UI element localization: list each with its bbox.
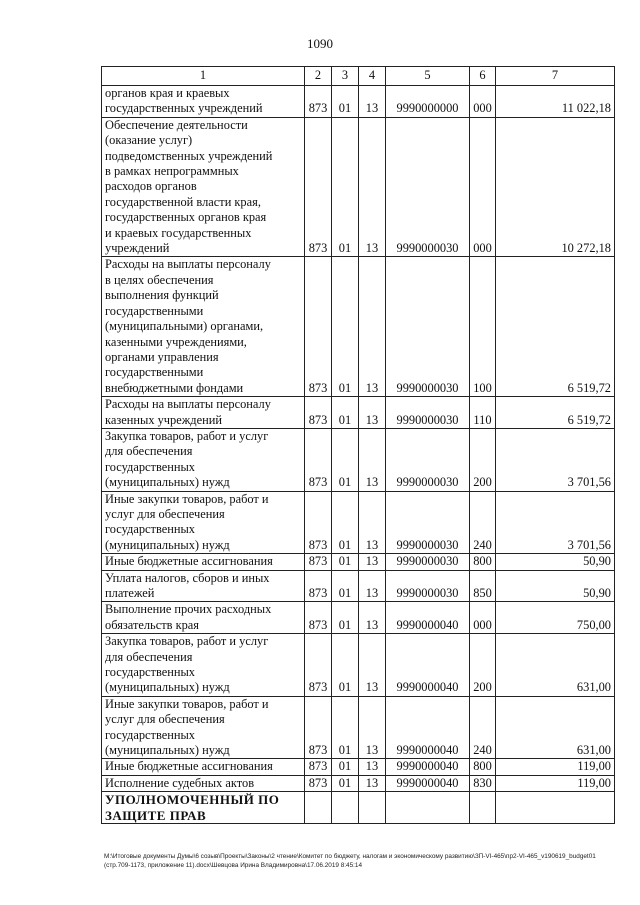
row-section-code: 01 [332,117,359,257]
row-section-code: 01 [332,257,359,397]
table-row [102,257,615,397]
row-section-code: 01 [332,570,359,602]
header-cell: 5 [386,67,470,86]
row-subsection-code: 13 [359,397,386,429]
row-subsection-code: 13 [359,86,386,118]
row-expense-type: 200 [470,634,496,697]
row-amount: 50,90 [496,570,615,602]
table-row [102,491,615,554]
row-target-code: 9990000030 [386,491,470,554]
row-target-code: 9990000030 [386,554,470,570]
row-target-code: 9990000030 [386,428,470,491]
table-row [102,86,615,118]
row-expense-type: 000 [470,86,496,118]
table-row [102,696,615,759]
row-admin-code: 873 [305,397,332,429]
row-section-code: 01 [332,397,359,429]
row-expense-type: 240 [470,696,496,759]
row-target-code: 9990000040 [386,634,470,697]
row-name-cell: Расходы на выплаты персоналу казенных учреждений [102,397,305,429]
row-expense-type: 830 [470,775,496,791]
row-admin-code: 873 [305,257,332,397]
row-subsection-code: 13 [359,257,386,397]
row-amount: 119,00 [496,759,615,775]
row-expense-type: 850 [470,570,496,602]
row-section-code: 01 [332,602,359,634]
row-subsection-code: 13 [359,491,386,554]
header-cell: 2 [305,67,332,86]
row-section-code: 01 [332,554,359,570]
table-row [102,759,615,775]
row-name-cell: Иные бюджетные ассигнования [102,554,305,570]
row-admin-code: 873 [305,634,332,697]
row-admin-code: 873 [305,491,332,554]
row-section-code: 01 [332,634,359,697]
table-row [102,397,615,429]
header-cell: 7 [496,67,615,86]
header-cell: 3 [332,67,359,86]
page-number: 1090 [307,36,333,51]
row-name-cell: Иные закупки товаров, работ и услуг для обеспечения государственных (муниципальных) нужд [102,696,305,759]
row-name-cell: Расходы на выплаты персоналу в целях обеспечения выполнения функций государственными (муниципальными) органами, казенными учреждениями, органами управления государственными внебюджетными фондами [102,257,305,397]
row-section-code: 01 [332,759,359,775]
row-admin-code: 873 [305,117,332,257]
row-name-cell: Иные бюджетные ассигнования [102,759,305,775]
row-subsection-code: 13 [359,554,386,570]
row-amount: 10 272,18 [496,117,615,257]
row-amount: 631,00 [496,696,615,759]
row-subsection-code: 13 [359,428,386,491]
row-target-code: 9990000030 [386,397,470,429]
row-expense-type: 000 [470,602,496,634]
table-row [102,775,615,791]
header-cell: 1 [102,67,305,86]
row-amount: 6 519,72 [496,257,615,397]
row-expense-type: 200 [470,428,496,491]
row-subsection-code: 13 [359,117,386,257]
row-section-code [332,792,359,824]
row-subsection-code: 13 [359,570,386,602]
row-admin-code: 873 [305,775,332,791]
table-row [102,602,615,634]
table-row [102,117,615,257]
row-admin-code: 873 [305,554,332,570]
row-name-cell: Исполнение судебных актов [102,775,305,791]
row-admin-code: 873 [305,570,332,602]
row-name-cell: Обеспечение деятельности (оказание услуг) подведомственных учреждений в рамках непрограммных расходов органов государственной власти края, государственных органов края и краевых государственных учреждений [102,117,305,257]
row-target-code: 9990000040 [386,602,470,634]
row-amount: 11 022,18 [496,86,615,118]
row-subsection-code [359,792,386,824]
table-row [102,634,615,697]
row-amount: 3 701,56 [496,428,615,491]
row-target-code [386,792,470,824]
row-admin-code: 873 [305,428,332,491]
row-target-code: 9990000030 [386,570,470,602]
table-row [102,428,615,491]
header-cell: 6 [470,67,496,86]
row-subsection-code: 13 [359,634,386,697]
table-row [102,792,615,824]
row-subsection-code: 13 [359,759,386,775]
row-name-cell: органов края и краевых государственных учреждений [102,86,305,118]
row-amount: 119,00 [496,775,615,791]
row-expense-type: 800 [470,554,496,570]
row-amount: 631,00 [496,634,615,697]
row-target-code: 9990000030 [386,257,470,397]
row-name-cell: Закупка товаров, работ и услуг для обеспечения государственных (муниципальных) нужд [102,428,305,491]
header-row [102,67,615,86]
row-admin-code [305,792,332,824]
row-subsection-code: 13 [359,696,386,759]
row-amount: 750,00 [496,602,615,634]
row-amount: 50,90 [496,554,615,570]
row-name-cell: Выполнение прочих расходных обязательств края [102,602,305,634]
header-cell: 4 [359,67,386,86]
row-expense-type: 240 [470,491,496,554]
row-section-code: 01 [332,491,359,554]
row-expense-type: 100 [470,257,496,397]
row-name-cell: УПОЛНОМОЧЕННЫЙ ПО ЗАЩИТЕ ПРАВ [102,792,305,824]
row-expense-type [470,792,496,824]
row-expense-type: 110 [470,397,496,429]
row-section-code: 01 [332,775,359,791]
row-amount [496,792,615,824]
row-name-cell: Иные закупки товаров, работ и услуг для обеспечения государственных (муниципальных) нужд [102,491,305,554]
row-target-code: 9990000040 [386,775,470,791]
row-name-cell: Закупка товаров, работ и услуг для обеспечения государственных (муниципальных) нужд [102,634,305,697]
row-subsection-code: 13 [359,775,386,791]
row-expense-type: 000 [470,117,496,257]
row-target-code: 9990000040 [386,759,470,775]
row-admin-code: 873 [305,86,332,118]
row-admin-code: 873 [305,696,332,759]
row-target-code: 9990000040 [386,696,470,759]
row-section-code: 01 [332,428,359,491]
row-expense-type: 800 [470,759,496,775]
row-section-code: 01 [332,696,359,759]
row-target-code: 9990000030 [386,117,470,257]
row-target-code: 9990000000 [386,86,470,118]
row-amount: 3 701,56 [496,491,615,554]
row-subsection-code: 13 [359,602,386,634]
budget-table [101,66,615,824]
row-admin-code: 873 [305,759,332,775]
row-amount: 6 519,72 [496,397,615,429]
table-row [102,570,615,602]
row-name-cell: Уплата налогов, сборов и иных платежей [102,570,305,602]
table-row [102,554,615,570]
row-admin-code: 873 [305,602,332,634]
footer-file-path: М:\Итоговые документы Думы\6 созыв\Проекты\Законы\2 чтение\Комитет по бюджету, налогам и экономическому развитию\ЗП-VI-465\пр2-VI-465_v190619_budget01 (стр.709-1173, приложение 11).docx\Шевцова Ирина Владимировна\17.06.2019 8:45:14 [104,853,596,869]
row-section-code: 01 [332,86,359,118]
